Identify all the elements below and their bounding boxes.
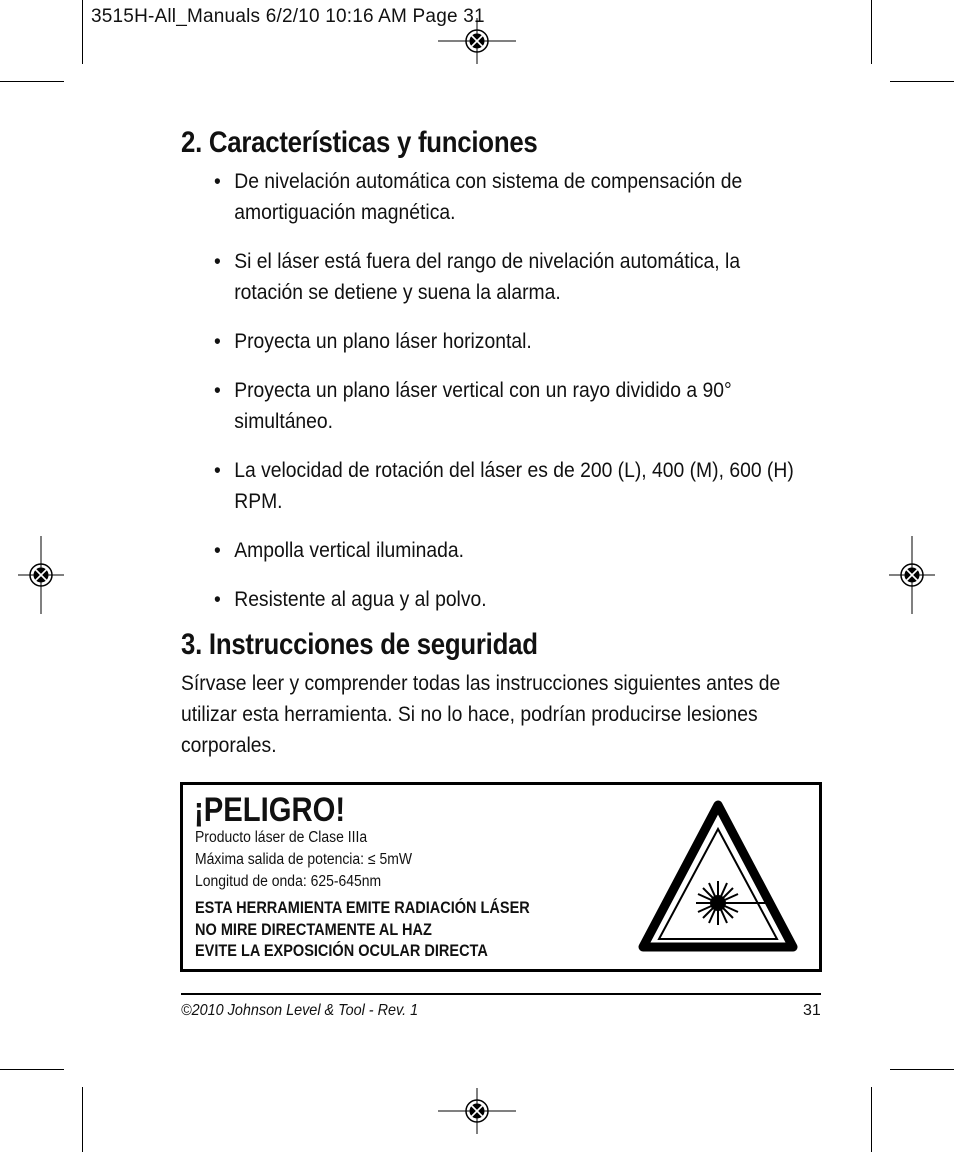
crop-mark [890, 81, 954, 82]
danger-title: ¡PELIGRO! [194, 791, 346, 829]
list-item: • Resistente al agua y al polvo. [214, 584, 805, 615]
crop-mark [0, 81, 64, 82]
crop-mark [82, 0, 83, 64]
print-slug: 3515H-All_Manuals 6/2/10 10:16 AM Page 31 [91, 6, 485, 27]
danger-warning-box [180, 782, 822, 972]
section-heading-safety: 3. Instrucciones de seguridad [181, 628, 538, 661]
warning-line: NO MIRE DIRECTAMENTE AL HAZ [195, 921, 432, 939]
registration-mark-icon [18, 536, 64, 614]
crop-mark [890, 1069, 954, 1070]
footer-divider [181, 993, 821, 995]
registration-mark-icon [438, 1088, 516, 1134]
laser-power-text: Máxima salida de potencia: ≤ 5mW [195, 851, 412, 868]
crop-mark [871, 0, 872, 64]
list-item: • La velocidad de rotación del láser es de 200 (L), 400 (M), 600 (H) RPM. [214, 455, 805, 517]
warning-line: ESTA HERRAMIENTA EMITE RADIACIÓN LÁSER [195, 899, 530, 917]
section-heading-features: 2. Características y funciones [181, 126, 538, 159]
crop-mark [0, 1069, 64, 1070]
safety-intro-text: Sírvase leer y comprender todas las instrucciones siguientes antes de utilizar esta herramienta. Si no lo hace, podrían producirse lesiones corporales. [181, 672, 781, 757]
page-number: 31 [803, 1002, 821, 1019]
list-item: • Ampolla vertical iluminada. [214, 535, 805, 566]
laser-warning-icon [637, 799, 799, 953]
registration-mark-icon [438, 18, 516, 64]
crop-mark [871, 1087, 872, 1152]
laser-class-text: Producto láser de Clase IIIa [195, 829, 368, 846]
footer-copyright: ©2010 Johnson Level & Tool - Rev. 1 [181, 1002, 419, 1019]
laser-wavelength-text: Longitud de onda: 625-645nm [195, 873, 382, 890]
list-item: • Proyecta un plano láser vertical con un rayo dividido a 90° simultáneo. [214, 375, 805, 437]
list-item: • De nivelación automática con sistema de compensación de amortiguación magnética. [214, 166, 805, 228]
crop-mark [82, 1087, 83, 1152]
list-item: • Si el láser está fuera del rango de nivelación automática, la rotación se detiene y suena la alarma. [214, 246, 805, 308]
warning-line: EVITE LA EXPOSICIÓN OCULAR DIRECTA [195, 942, 488, 960]
features-list [214, 166, 814, 633]
registration-mark-icon [889, 536, 935, 614]
list-item: • Proyecta un plano láser horizontal. [214, 326, 805, 357]
